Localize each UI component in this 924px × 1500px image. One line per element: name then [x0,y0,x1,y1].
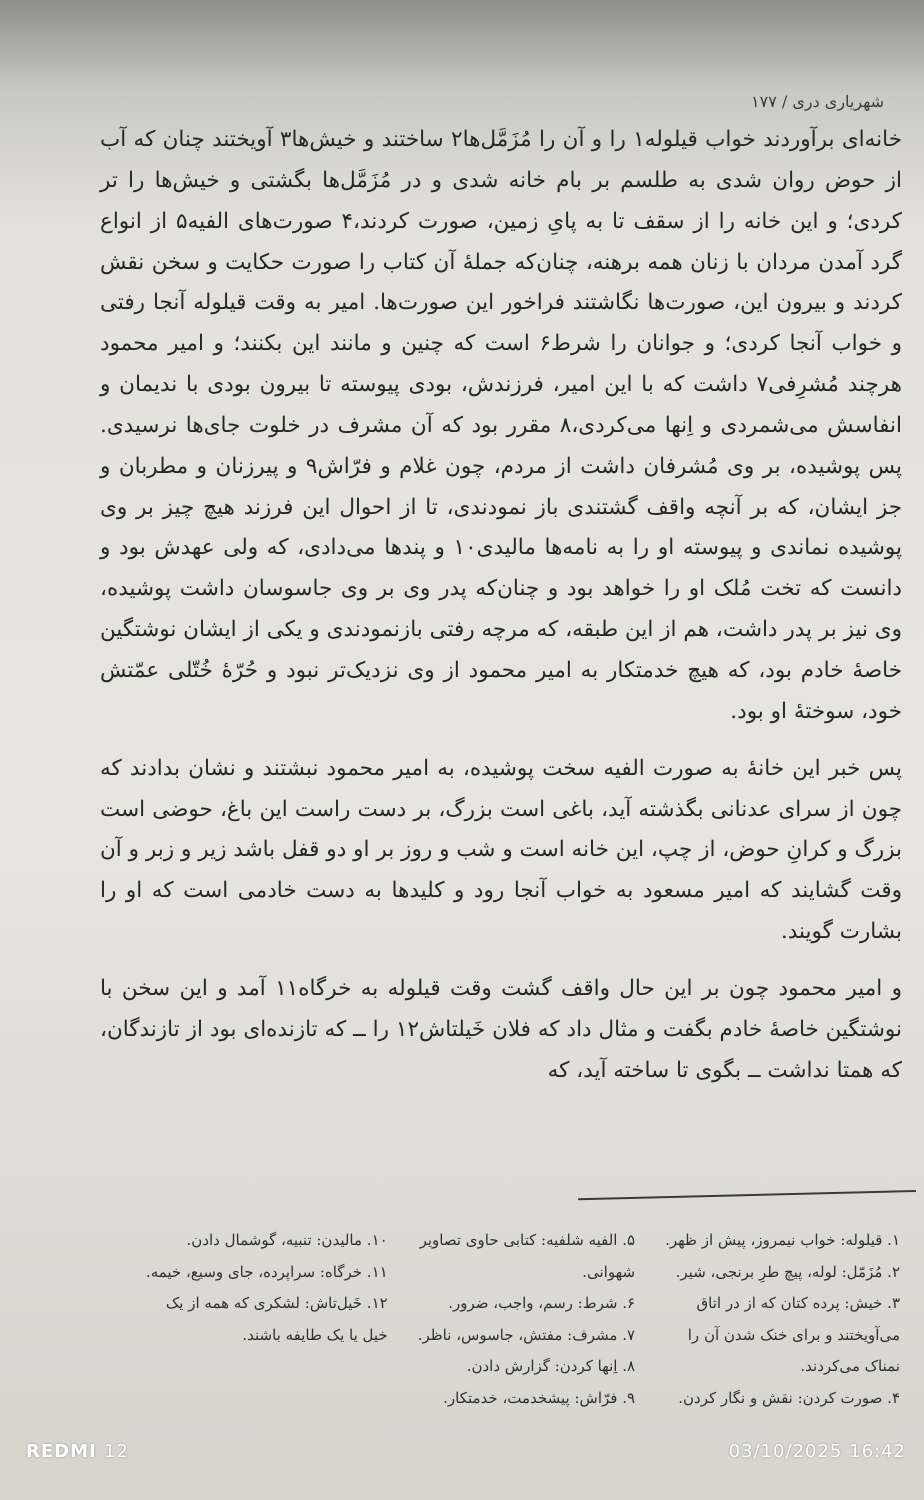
running-header: شهریاری دری / ۱۷۷ [751,92,884,111]
main-text [100,120,902,1107]
footnote-6: ۶. شرط: رسم، واجب، ضرور. [448,1294,636,1312]
footnote-5-cont: شهوانی. [582,1262,636,1281]
timestamp-watermark [729,1441,906,1462]
device-model: 12 [104,1441,129,1462]
footnote-column-middle [418,1225,635,1414]
footnote-2: ۲. مُزَمّل: لوله، پیچ طرِ برنجی، شیر. [675,1262,900,1281]
footnote-5: ۵. الفیه شلفیه: کتابی حاوی تصاویر [419,1231,636,1249]
footnote-12: ۱۲. خَیل‌تاش: لشکری که همه از یک [165,1294,388,1312]
footnote-4: ۴. صورت کردن: نقش و نگار کردن. [678,1388,900,1407]
footnote-1: ۱. قیلوله: خواب نیمروز، پیش از ظهر. [665,1231,900,1249]
footnote-12-cont: خیل یا یک طایفه باشند. [242,1325,388,1344]
photo-time: 16:42 [849,1441,906,1462]
footnote-column-left [146,1225,388,1414]
footnotes [145,1225,900,1414]
footnote-separator [578,1190,916,1200]
paragraph-1: خانه‌ای برآوردند خواب قیلوله۱ را و آن را مُزَمَّل‌ها۲ ساختند و خیش‌ها۳ آویختند چنان که آب از حوض روان شدی به طلسم بر بام خانه شدی و در مُزَمَّل‌ها بگشتی و خیش‌ها را تر کردی؛ و این خانه را از سقف تا به پایِ زمین، صورت کردند،۴ صورت‌های الفیه۵ از انواع گرد آمدن مردان با زنان همه برهنه، چنان‌که جملهٔ آن کتاب را صورت حکایت و سخن نقش کردند و بیرون این، صورت‌ها نگاشتند فراخور این صورت‌ها. امیر به وقت قیلوله آنجا رفتی و خواب آنجا کردی؛ و جوانان را شرط۶ است که چنین و مانند این بکنند؛ و امیر محمود هرچند مُشرِفی۷ داشت که با این امیر، فرزندش، بودی پیوسته تا بیرون بودی با ندیمان و انفاسش می‌شمردی و اِنها می‌کردی،۸ مقرر بود که آن مشرف در خلوت جای‌ها نرسیدی. پس پوشیده، بر وی مُشرفان داشت از مردم، چون غلام و فرّاش۹ و پیرزنان و مطربان و جز ایشان، که بر آنچه واقف گشتندی باز نمودندی، تا از احوال این فرزند هیچ چیز بر وی پوشیده نماندی و پیوسته او را به نامه‌ها مالیدی۱۰ و پندها می‌دادی، که ولی عهدش بود و دانست که تخت مُلک او را خواهد بود و چنان‌که پدر وی بر وی جاسوسان داشت پوشیده، وی نیز بر پدر داشت، هم از این طبقه، که مرچه رفتی بازنمودندی و یکی از ایشان نوشتگین خاصهٔ خادم بود، که هیچ خدمتکار به امیر محمود از وی نزدیک‌تر نبود و حُرّهٔ خُتّلی عمّتش خود، سوختهٔ او بود. [100,127,902,724]
device-brand: REDMI [26,1441,97,1462]
footnote-9: ۹. فرّاش: پیشخدمت، خدمتکار. [443,1388,636,1407]
footnote-11: ۱۱. خرگاه: سراپرده، جای وسیع، خیمه. [145,1262,388,1281]
footnote-3-cont: می‌آویختند و برای خنک شدن آن را [687,1325,900,1344]
device-watermark [26,1441,129,1462]
footnote-8: ۸. اِنها کردن: گزارش دادن. [466,1357,636,1375]
photo-date: 03/10/2025 [728,1441,843,1462]
footnote-column-right [665,1225,900,1414]
footnote-7: ۷. مشرف: مفتش، جاسوس، ناظر. [417,1325,636,1344]
paragraph-3: و امیر محمود چون بر این حال واقف گشت وقت قیلوله به خرگاه۱۱ آمد و این سخن با نوشتگین خاصهٔ خادم بگفت و مثال داد که فلان خَیلتاش۱۲ را ــ که تازنده‌ای بود از تازندگان، که همتا نداشت ــ بگوی تا ساخته آید، که [100,975,903,1083]
footnote-10: ۱۰. مالیدن: تنبیه، گوشمال دادن. [186,1231,388,1249]
paragraph-2: پس خبر این خانهٔ به صورت الفیه سخت پوشیده، به امیر محمود نبشتند و نشان بدادند که چون از سرای عدنانی بگذشته آید، باغی است بزرگ، بر دست راست این باغ، حوضی است بزرگ و کرانِ حوض، از چپ، این خانه است و شب و روز بر او دو قفل باشد زیر و زبر و آن وقت گشایند که امیر مسعود به خواب آنجا رود و کلیدها به دست خادمی است که او را بشارت گویند. [100,755,902,945]
footnote-3-cont2: نمناک می‌کردند. [800,1357,900,1375]
footnote-3: ۳. خیش: پرده کتان که از در اتاق [696,1294,900,1312]
